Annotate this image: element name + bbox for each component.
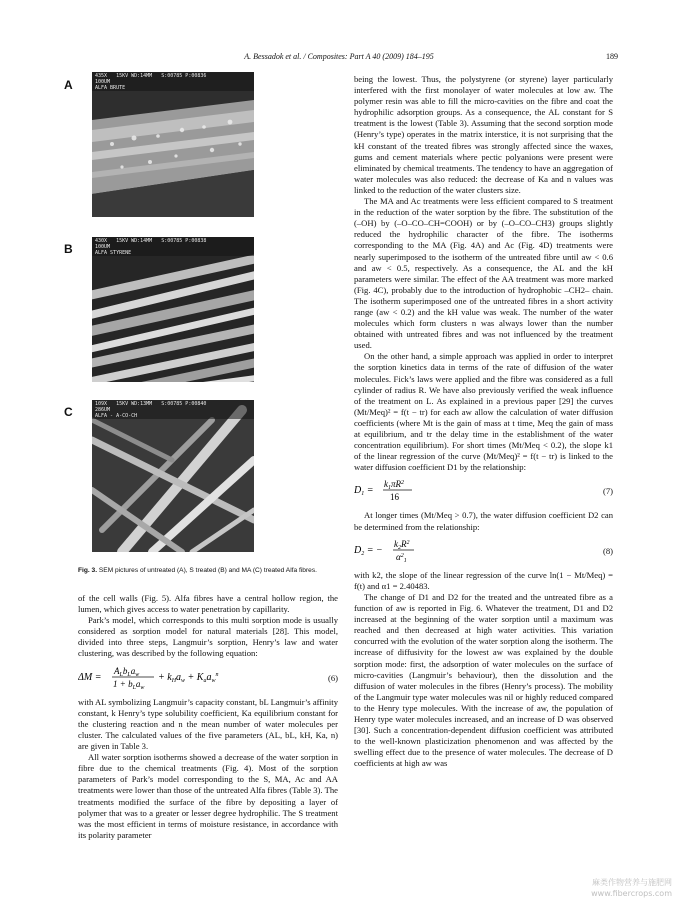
panel-label-c: C	[64, 405, 73, 419]
paragraph: At longer times (Mt/Meq > 0.7), the water diffusion coefficient D2 can be determined from the relationship:	[354, 510, 613, 532]
page-number: 189	[606, 52, 618, 61]
equation-body	[78, 665, 248, 692]
svg-text:ΔM =: ΔM =	[78, 671, 102, 683]
equation-6-formula	[78, 665, 248, 689]
sem-image-c	[92, 400, 254, 552]
journal-citation: A. Bessadok et al. / Composites: Part A 40 (2009) 184–195	[244, 52, 434, 61]
paragraph: All water sorption isotherms showed a decrease of the water sorption in fibre due to the chemical treatments (Fig. 4). Most of the sorption parameters of Park’s model corresponding to the S, MA, Ac and AA treatments were lower than those of the untreated Alfa fibres (Table 3). The treatments modified the surface of the fibre by depositing a layer of polymer that was to a greater or lesser degree hydrophilic. The S treatment was the most efficient in terms of moisture resistance, in accordance with its polarity parameter	[78, 752, 338, 840]
sem-info-bar-b: 430X 15KV WD:14MM S:00785 P:00838 100UM ALFA STYRENE	[92, 237, 254, 256]
watermark-url: www.fibercrops.com	[591, 889, 672, 898]
paragraph: with AL symbolizing Langmuir’s capacity constant, bL Langmuir’s affinity constant, k Henry’s type solubility coefficient, Ka equilibrium constant for the clustering reaction and n the mean number of water molecules per cluster. The calculated values of the five parameters (AL, bL, kH, Ka, n) are given in Table 3.	[78, 696, 338, 752]
panel-label-b: B	[64, 242, 73, 256]
equation-number: (7)	[602, 486, 613, 497]
watermark-chinese: 麻类作物营养与施肥网	[592, 878, 672, 887]
equation-8-formula	[354, 538, 434, 562]
paragraph: with k2, the slope of the linear regression of the curve ln(1 − Mt/Meq) = f(t) and α1 = 2.40483.	[354, 569, 613, 591]
paragraph: The change of D1 and D2 for the treated and the untreated fibre as a function of aw is reported in Fig. 6. Whatever the treatment, D1 and D2 increased at the beginning of the water sorption until a maximum was reached and then decreased at high water activities. This variation concurred with the evolution of the water sorption along the isotherm. The increase of diffusivity for the lowest aw was explained by the double sorption mode: first, the adsorption of water molecules on the surface of micro-cavities (Langmuir’s behaviour), then the dissolution and the diffusion of water molecules in the fibres (Henry’s process). The mobility of the Langmuir type water molecules was nil or highly reduced compared to the Henry type molecules. With the increase of aw, the population of Henry type water molecules increased, and an increase of D was observed [30]. Such a concentration-dependent diffusion coefficient was attributed to the well-known plasticization phenomenon and was affected by the swelling effect due to the presence of water molecules. The decrease of D coefficients at high aw was	[354, 591, 613, 769]
paragraph: of the cell walls (Fig. 5). Alfa fibres have a central hollow region, the lumen, which gives access to water penetration by capillarity.	[78, 593, 338, 615]
svg-text:16: 16	[390, 492, 399, 503]
figure-caption	[78, 566, 338, 575]
equation-body	[354, 538, 434, 565]
sem-panel-a	[92, 72, 254, 217]
equation-number: (6)	[327, 672, 338, 683]
watermark	[591, 877, 672, 899]
right-column	[354, 74, 613, 769]
svg-text:ALbLaw: $A_Lb_La_w$	[114, 665, 140, 678]
paragraph: On the other hand, a simple approach was applied in order to interpret the sorption kinetics data in terms of the rate of diffusion of the water molecules. Fick’s laws were applied and the fibre was considered as a full cylinder of radius R. We have also previously verified the weak influence of the treatment on L. As explained in a previous paper [29] the curves (Mt/Meq)² = f(t − tr) for each aw allow the calculation of water diffusion coefficients (where Mt is the gain of mass at t time, Meq the gain of mass at equilibrium, and tr the delay time in the establishment of the water concentration equilibrium). For short times (Mt/Meq < 0.2), the slope k1 of the linear regression of the curve (Mt/Meq)² = f(t − tr) is linked to the water diffusion coefficient D1 by the relationship:	[354, 351, 613, 473]
caption-text: SEM pictures of untreated (A), S treated (B) and MA (C) treated Alfa fibres.	[98, 567, 317, 574]
sem-image-b	[92, 237, 254, 382]
left-column	[78, 593, 338, 841]
paragraph: being the lowest. Thus, the polystyrene (or styrene) layer particularly interfered with the first monolayer of water molecules at low aw. The polymer resin was able to fill the micro-cavities on the fibre and coat the hydrophilic adsorption groups. As a consequence, the AL constant for S treatment is the lowest (Table 3). Assuming that the second sorption mode (Henry’s type) operates in the matrix interstice, it is not surprising that the kH constant of the treated fibres was strongly affected since the waxes, gums and cement materials where pectic polyanions were present were eliminated by chemical treatments. The tendency to have an aggregation of water molecules was also reduced: the decrease of Ka and n values was linked to the reduction of the water clusters size.	[354, 74, 613, 195]
caption-label: Fig. 3.	[78, 567, 98, 574]
svg-text:k1πR2: $k_1\pi R^2$	[384, 479, 405, 492]
svg-text:α21: $\alpha^2_1$	[396, 551, 407, 562]
svg-text:D1 =: $D_1$ =	[354, 485, 374, 498]
sem-info-bar-c: 109X 15KV WD:13MM S:00785 P:00840 286UM ALFA - A-CO-CH	[92, 400, 254, 419]
sem-panel-c	[92, 400, 254, 552]
equation-body	[354, 478, 434, 505]
svg-text:D2 = −: $D_2$ = −	[354, 544, 383, 557]
svg-text:1 + bLaw: $1 + b_La_w$	[113, 678, 145, 689]
equation-7	[354, 478, 613, 505]
svg-text:k2R2: $k_2R^2$	[394, 538, 410, 551]
equation-7-formula	[354, 478, 434, 502]
equation-number: (8)	[602, 545, 613, 556]
equation-8	[354, 538, 613, 565]
equation-6	[78, 665, 338, 692]
paragraph: The MA and Ac treatments were less efficient compared to S treatment in the reduction of the water sorption by the fibre. The substitution of the (–OH) by (–O–CO–CH=COOH) or by (–O–CO–CH3) groups slightly reduced the hydrophilic character of the fibre. The isotherms corresponding to the MA (Fig. 4A) and Ac (Fig. 4D) treatments were nearly superimposed to the isotherm of the untreated fibre until aw < 0.6 and aw < 0.5, respectively. As a consequence, the AL and the kH parameters were similar. The effect of the AA treatment was more marked (Fig. 4C), probably due to the introduction of hydrophobic –CH2– chain. The isotherm superimposed one of the untreated fibres in a short activity range (aw < 0.2) and the kH value was weak. The number of the water molecules which form clusters n was always lower than the number obtained with untreated fibres and was not influenced by the treatment used.	[354, 196, 613, 351]
sem-image-a	[92, 72, 254, 217]
paragraph: Park’s model, which corresponds to this multi sorption mode is usually considered as sorption model for natural materials [28]. This model, divided into three steps, Langmuir’s sorption, Henry’s law and water clustering, was described by the following equation:	[78, 615, 338, 659]
svg-text:+ kHaw + Kaawn: + $k_Ha_w + K_aa_w^n$	[158, 671, 219, 684]
sem-panel-b	[92, 237, 254, 382]
panel-label-a: A	[64, 78, 73, 92]
sem-info-bar-a: 435X 15KV WD:14MM S:00785 P:00836 100UM ALFA BRUTE	[92, 72, 254, 91]
